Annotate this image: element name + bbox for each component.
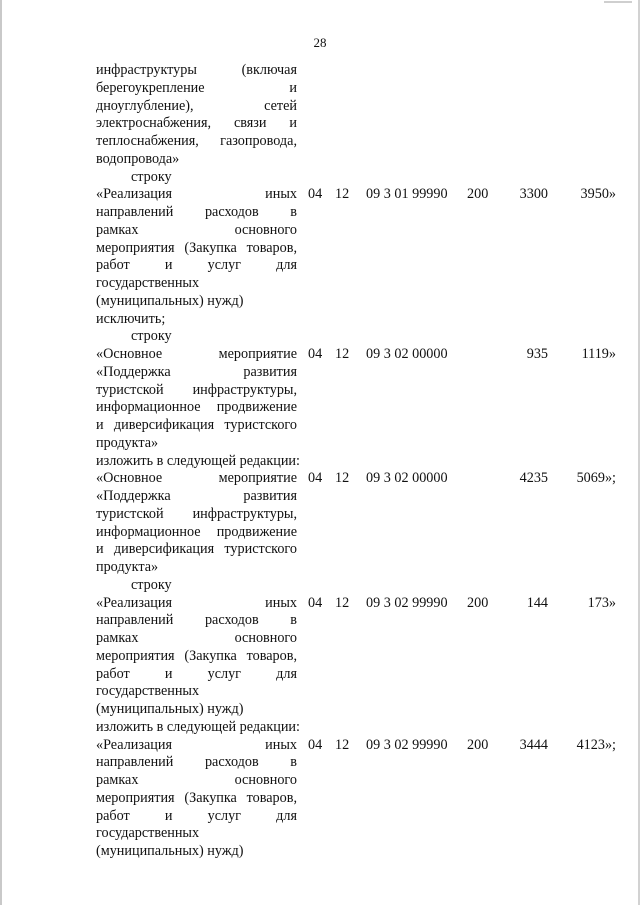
cell-sum2: 5069»;: [576, 470, 616, 487]
cell-rz: 04: [308, 736, 323, 753]
page-number: 28: [313, 35, 327, 50]
cell-pr: 12: [335, 346, 350, 362]
text-line: направлений расходов в: [96, 612, 297, 629]
cell-vr: 200: [467, 594, 489, 611]
text-line: информационное продвижение: [96, 523, 297, 540]
cell-sum1: 144: [526, 594, 548, 611]
cell-vr: 200: [467, 186, 489, 203]
cell-sum2: 1119»: [581, 346, 616, 362]
text-line: государственных: [96, 275, 200, 291]
text-line: «Реализация иных: [96, 594, 297, 611]
text-line: работ и услуг для: [96, 807, 297, 824]
text-line: рамках основного: [96, 772, 297, 788]
instruction-tail: изложить в следующей редакции:: [96, 718, 300, 735]
cell-rz: 04: [308, 470, 323, 487]
text-line: (муниципальных) нужд): [96, 292, 244, 309]
cell-rz: 04: [308, 594, 323, 611]
text-line: продукта»: [96, 434, 159, 451]
text-line: (муниципальных) нужд): [96, 843, 244, 859]
instruction-lead: строку: [131, 576, 172, 593]
cell-pr: 12: [335, 186, 350, 203]
instruction-lead: строку: [131, 328, 172, 345]
cell-sum1: 3444: [519, 736, 548, 753]
cell-csr: 09 3 01 99990: [366, 186, 448, 203]
cell-csr: 09 3 02 00000: [366, 346, 448, 362]
text-line: «Основное мероприятие: [96, 470, 297, 487]
text-line: (муниципальных) нужд): [96, 701, 244, 717]
text-line: берегоукрепление и: [96, 79, 297, 96]
cell-pr: 12: [335, 470, 350, 487]
cell-csr: 09 3 02 99990: [366, 594, 448, 611]
cell-csr: 09 3 02 00000: [366, 470, 448, 487]
text-line: туристской инфраструктуры,: [96, 505, 297, 522]
text-line: работ и услуг для: [96, 665, 297, 682]
text-line: информационное продвижение: [96, 399, 297, 416]
text-line: электроснабжения, связи и: [96, 115, 297, 132]
text-line: и диверсификация туристского: [96, 541, 297, 558]
text-line: продукта»: [96, 559, 159, 575]
cell-sum2: 4123»;: [576, 736, 616, 753]
text-line: и диверсификация туристского: [96, 417, 297, 433]
cell-rz: 04: [308, 186, 323, 203]
text-line: мероприятия (Закупка товаров,: [96, 789, 297, 806]
text-line: мероприятия (Закупка товаров,: [96, 239, 297, 256]
text-line: водопровода»: [96, 150, 180, 167]
text-line: дноуглубление), сетей: [96, 97, 297, 114]
instruction-tail: исключить;: [96, 310, 166, 327]
cell-rz: 04: [308, 346, 323, 362]
text-line: «Основное мероприятие: [96, 346, 297, 362]
cell-sum1: 4235: [519, 470, 548, 487]
cell-sum2: 3950»: [580, 186, 616, 203]
text-line: «Поддержка развития: [96, 488, 297, 504]
text-line: государственных: [96, 825, 200, 842]
cell-csr: 09 3 02 99990: [366, 736, 448, 753]
cell-vr: 200: [467, 736, 489, 753]
text-line: теплоснабжения, газопровода,: [96, 133, 297, 149]
text-line: инфраструктуры (включая: [96, 62, 297, 78]
text-line: работ и услуг для: [96, 257, 297, 274]
text-line: государственных: [96, 683, 200, 700]
text-line: направлений расходов в: [96, 754, 297, 771]
cell-sum2: 173»: [587, 594, 616, 611]
text-line: рамках основного: [96, 630, 297, 646]
text-line: направлений расходов в: [96, 204, 297, 220]
instruction-lead: строку: [131, 168, 172, 185]
text-line: «Реализация иных: [96, 736, 297, 753]
cell-sum1: 3300: [519, 186, 548, 203]
text-line: «Поддержка развития: [96, 363, 297, 380]
text-line: туристской инфраструктуры,: [96, 381, 297, 398]
text-line: рамках основного: [96, 221, 297, 238]
cell-pr: 12: [335, 594, 350, 611]
text-line: мероприятия (Закупка товаров,: [96, 647, 297, 664]
text-line: «Реализация иных: [96, 186, 297, 203]
cell-pr: 12: [335, 736, 350, 753]
cell-sum1: 935: [526, 346, 548, 362]
instruction-tail: изложить в следующей редакции:: [96, 452, 300, 469]
